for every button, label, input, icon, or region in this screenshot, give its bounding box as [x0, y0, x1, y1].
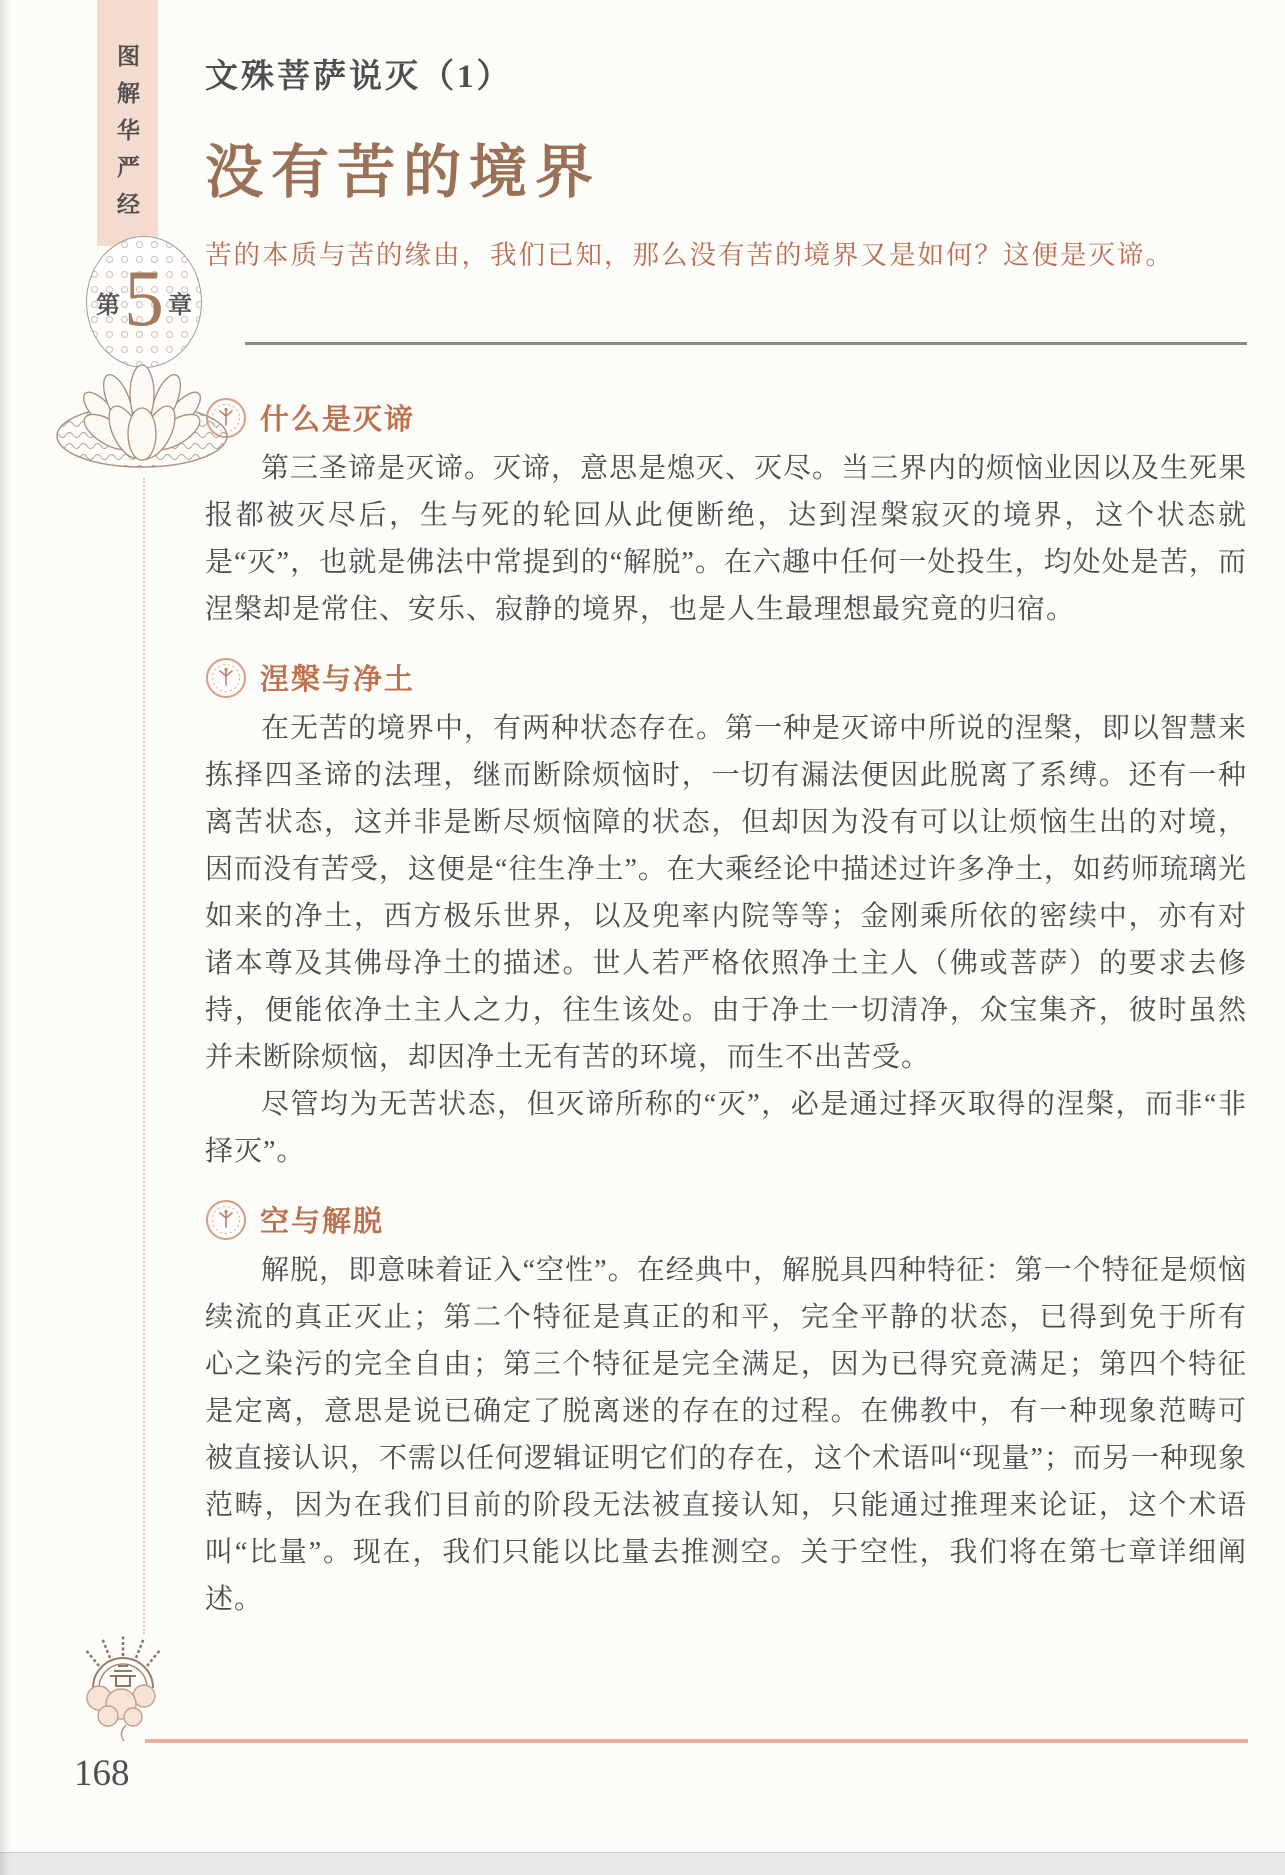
lotus-icon: [52, 350, 232, 477]
section-niepan-jingtu: [205, 657, 1247, 1175]
section-what-is-miedi: [205, 397, 1247, 633]
article-subtitle: 苦的本质与苦的缘由，我们已知，那么没有苦的境界又是如何？这便是灭谛。: [205, 240, 1174, 270]
section-heading-row: [205, 657, 1247, 699]
page-number: 168: [74, 1753, 130, 1794]
series-title: 图解华严经: [114, 44, 140, 229]
section-heading-row: [205, 397, 1247, 439]
main-column: [205, 50, 1247, 1623]
article-kicker: 文殊菩萨说灭（1）: [205, 59, 513, 95]
chapter-badge: [86, 236, 202, 368]
flower-stamp-icon: [205, 657, 247, 699]
series-band: [97, 0, 158, 246]
section-heading-row: [205, 1199, 1247, 1241]
chapter-number: 5: [124, 255, 164, 343]
paragraph: 解脱，即意味着证入“空性”。在经典中，解脱具四种特征：第一个特征是烦恼续流的真正灭止；第二个特征是真正的和平，完全平静的状态，已得到免于所有心之染污的完全自由；第三个特征是完全满足，因为已得究竟满足；第四个特征是定离，意思是说已确定了脱离迷的存在的过程。在佛教中，有一种现象范畴可被直接认识，不需以任何逻辑证明它们的存在，这个术语叫“现量”；而另一种现象范畴，因为在我们目前的阶段无法被直接认知，只能通过推理来论证，这个术语叫“比量”。现在，我们只能以比量去推测空。关于空性，我们将在第七章详细阐述。: [205, 1254, 1247, 1615]
flower-stamp-icon: [205, 1199, 247, 1241]
chapter-suffix: 章: [168, 291, 192, 319]
footer-rule: [145, 1739, 1248, 1743]
paragraph: 第三圣谛是灭谛。灭谛，意思是熄灭、灭尽。当三界内的烦恼业因以及生死果报都被灭尽后，生与死的轮回从此便断绝，达到涅槃寂灭的境界，这个状态就是“灭”，也就是佛法中常提到的“解脱”。在六趣中任何一处投生，均处处是苦，而涅槃却是常住、安乐、寂静的境界，也是人生最理想最究竟的归宿。: [205, 452, 1248, 625]
page-edge: [0, 1852, 1285, 1875]
paragraph: 尽管均为无苦状态，但灭谛所称的“灭”，必是通过择灭取得的涅槃，而非“非择灭”。: [205, 1088, 1247, 1167]
header-divider: [245, 342, 1247, 345]
section-body: [205, 705, 1247, 1175]
chapter-prefix: 第: [96, 291, 120, 319]
section-heading: 空与解脱: [260, 1206, 385, 1238]
section-body: [205, 445, 1247, 633]
paragraph: 在无苦的境界中，有两种状态存在。第一种是灭谛中所说的涅槃，即以智慧来拣择四圣谛的法理，继而断除烦恼时，一切有漏法便因此脱离了系缚。还有一种离苦状态，这并非是断尽烦恼障的状态，但却因为没有可以让烦恼生出的对境，因而没有苦受，这便是“往生净土”。在大乘经论中描述过许多净土，如药师琉璃光如来的净土，西方极乐世界，以及兜率内院等等；金刚乘所依的密续中，亦有对诸本尊及其佛母净土的描述。世人若严格依照净土主人（佛或菩萨）的要求去修持，便能依净土主人之力，往生该处。由于净土一切清净，众宝集齐，彼时虽然并未断除烦恼，却因净土无有苦的环境，而生不出苦受。: [205, 712, 1248, 1073]
section-kong-jietuo: [205, 1199, 1247, 1623]
pagoda-icon: [66, 1626, 181, 1749]
chapter-dotted-line: [143, 478, 145, 1634]
section-heading: 涅槃与净土: [260, 664, 416, 696]
section-body: [205, 1247, 1247, 1623]
section-heading: 什么是灭谛: [260, 404, 416, 436]
page-title: 没有苦的境界: [205, 140, 602, 205]
